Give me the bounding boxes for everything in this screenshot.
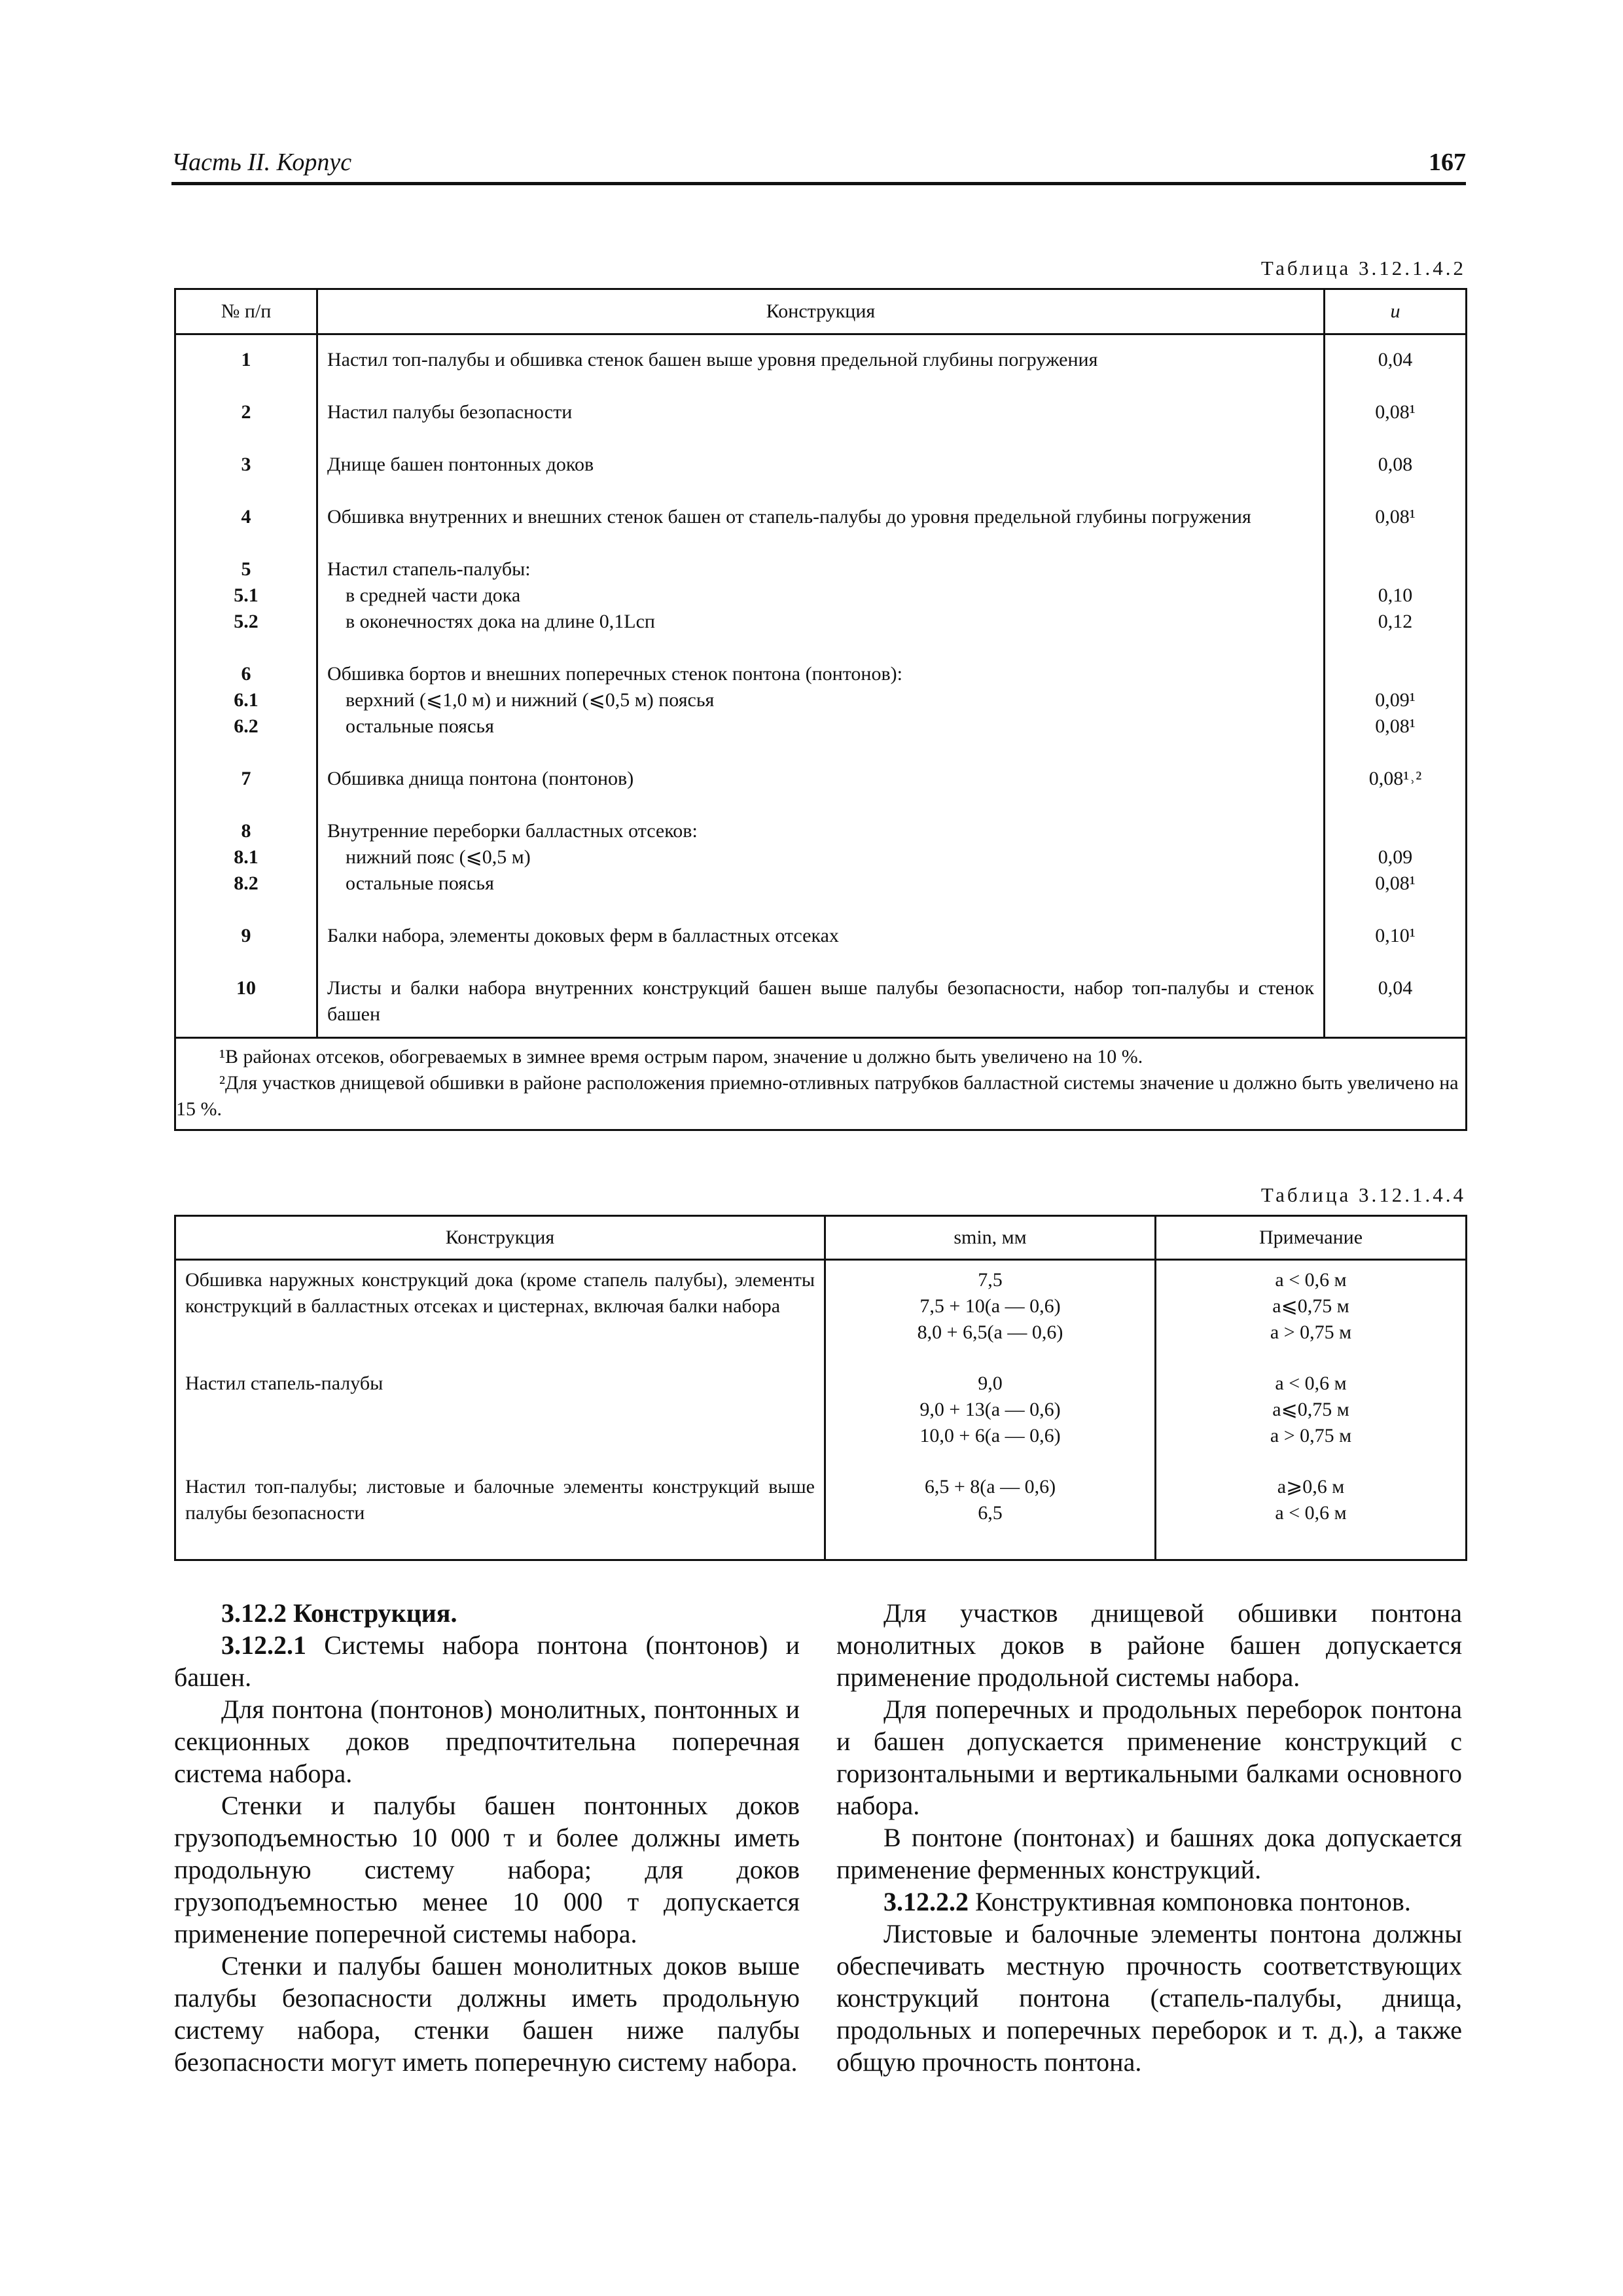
construction-text: остальные поясья: [346, 872, 494, 894]
u-value: 0,12: [1378, 611, 1413, 632]
u-value-cell: [1325, 635, 1467, 740]
table1-header-construction: Конструкция: [317, 289, 1325, 334]
u-value: [1334, 818, 1456, 844]
smin-value: 6,5: [978, 1502, 1003, 1524]
smin-value: 6,5 + 8(a — 0,6): [924, 1476, 1056, 1498]
table-row: [175, 373, 1467, 425]
paragraph-text: Стенки и палубы башен монолитных доков выше палубы безопасности должны иметь продольную систему набора, стенки башен ниже палубы безопасности могут иметь поперечную систему набора.: [174, 1951, 800, 2077]
construction-text: нижний пояс (⩽0,5 м): [346, 846, 531, 868]
row-number-cell: [175, 740, 317, 792]
construction-text: Внутренние переборки балластных отсеков:: [327, 820, 698, 842]
construction-text: Настил топ-палубы и обшивка стенок башен выше уровня предельной глубины погружения: [327, 349, 1098, 370]
construction-text: остальные поясья: [346, 715, 494, 737]
table-3-12-1-4-2: [174, 288, 1467, 1131]
spacer: [1166, 1449, 1456, 1474]
u-value: 0,10¹: [1375, 925, 1416, 946]
table2-header-row: [175, 1216, 1467, 1260]
row-number: 10: [236, 977, 256, 999]
paragraph-text: Для поперечных и продольных переборок понтона и башен допускается применение конструкций с горизонтальными и вертикальными балками основного набора.: [836, 1695, 1462, 1820]
u-value-cell: [1325, 949, 1467, 1038]
table2-smin-group: [835, 1371, 1145, 1449]
note-value: a⩽0,75 м: [1272, 1295, 1349, 1317]
construction-text: Обшивка бортов и внешних поперечных стенок понтона (понтонов):: [327, 663, 902, 685]
table2-smin-group: [835, 1267, 1145, 1346]
row-number: 5.2: [234, 611, 259, 632]
row-number-cell: [175, 949, 317, 1038]
row-number: 1: [241, 349, 251, 370]
table2-smin-group: [835, 1474, 1145, 1552]
construction-cell: [317, 478, 1325, 530]
table1-header-number: № п/п: [175, 289, 317, 334]
construction-text: Настил стапель-палубы:: [327, 558, 531, 580]
table2-header-note: Примечание: [1156, 1216, 1467, 1260]
table2-construction-cell: [175, 1260, 825, 1560]
row-number-cell: [175, 425, 317, 478]
construction-text: Балки набора, элементы доковых ферм в балластных отсеках: [327, 925, 839, 946]
row-number: 5: [241, 558, 251, 580]
construction-text: Обшивка внутренних и внешних стенок башен от стапель-палубы до уровня предельной глубины погружения: [327, 506, 1251, 528]
u-value: 0,04: [1378, 349, 1413, 370]
paragraph: [174, 1693, 800, 1789]
construction-cell: [317, 334, 1325, 374]
paragraph: [836, 1918, 1462, 2078]
table-row: [175, 740, 1467, 792]
table-row: [175, 949, 1467, 1038]
u-value: 0,09¹: [1375, 689, 1416, 711]
table-3-12-1-4-4: [174, 1215, 1467, 1561]
table1-notes-cell: [175, 1038, 1467, 1130]
section-number: 3.12.2.2: [883, 1887, 969, 1916]
construction-text: в средней части дока: [346, 584, 521, 606]
table2-note-group: [1166, 1371, 1456, 1449]
row-number-cell: [175, 478, 317, 530]
smin-value: 9,0: [978, 1372, 1003, 1394]
table-row: [175, 530, 1467, 635]
table2-header-smin: smin, мм: [825, 1216, 1156, 1260]
paragraph-text: Для участков днищевой обшивки понтона монолитных доков в районе башен допускается применение продольной системы набора.: [836, 1598, 1462, 1692]
table-row: [175, 792, 1467, 897]
row-number-cell: [175, 897, 317, 949]
row-number: 8.2: [234, 872, 259, 894]
u-value: 0,08¹: [1375, 401, 1416, 423]
u-value-cell: [1325, 334, 1467, 374]
table-row: [175, 334, 1467, 374]
u-value: 0,08¹˒²: [1368, 768, 1422, 789]
table2-note-group: [1166, 1267, 1456, 1346]
u-value: [1334, 556, 1456, 583]
section-number: 3.12.2.1: [221, 1630, 306, 1660]
row-number: 3: [241, 454, 251, 475]
table2-construction: Настил топ-палубы; листовые и балочные элементы конструкций выше палубы безопасности: [185, 1476, 815, 1524]
paragraph: [174, 1629, 800, 1693]
construction-cell: [317, 373, 1325, 425]
table1-header-u: u: [1325, 289, 1467, 334]
construction-cell: [317, 740, 1325, 792]
row-number-cell: [175, 792, 317, 897]
table2-caption: Таблица 3.12.1.4.4: [1260, 1183, 1466, 1206]
u-value-cell: [1325, 530, 1467, 635]
table1-notes: [175, 1038, 1467, 1130]
construction-text: Настил палубы безопасности: [327, 401, 573, 423]
u-value: 0,10: [1378, 584, 1413, 606]
paragraph-text: Конструктивная компоновка понтонов.: [969, 1887, 1411, 1916]
smin-value: 8,0 + 6,5(a — 0,6): [917, 1321, 1063, 1343]
table-row: [175, 635, 1467, 740]
paragraph-text: Листовые и балочные элементы понтона должны обеспечивать местную прочность соответствующих конструкций понтона (стапель-палубы, днища, продольных и поперечных переборок и т. д.), а также общую прочность понтона.: [836, 1919, 1462, 2077]
paragraph-text: Системы набора понтона (понтонов) и башен.: [174, 1630, 800, 1692]
part-title: Часть II. Корпус: [171, 149, 352, 176]
smin-value: 9,0 + 13(a — 0,6): [919, 1399, 1061, 1420]
paragraph: [836, 1821, 1462, 1886]
smin-value: 7,5 + 10(a — 0,6): [919, 1295, 1061, 1317]
note-value: a < 0,6 м: [1275, 1372, 1347, 1394]
note-value: a⩽0,75 м: [1272, 1399, 1349, 1420]
note-value: a < 0,6 м: [1275, 1269, 1347, 1291]
construction-cell: [317, 530, 1325, 635]
row-number: 8: [241, 820, 251, 842]
u-value: 0,08¹: [1375, 715, 1416, 737]
construction-text: Обшивка днища понтона (понтонов): [327, 768, 634, 789]
note-value: a > 0,75 м: [1270, 1425, 1352, 1446]
table1-header-row: [175, 289, 1467, 334]
paragraph-text: Стенки и палубы башен понтонных доков грузоподъемностью 10 000 т и более должны иметь продольную систему набора; для доков грузоподъемностью менее 10 000 т допускается применение поперечной системы набора.: [174, 1791, 800, 1948]
row-number: 2: [241, 401, 251, 423]
construction-cell: [317, 897, 1325, 949]
construction-cell: [317, 949, 1325, 1038]
construction-cell: [317, 635, 1325, 740]
row-number: 7: [241, 768, 251, 789]
row-number-cell: [175, 635, 317, 740]
table1-note-2: ²Для участков днищевой обшивки в районе расположения приемно-отливных патрубков балластной системы значение u должно быть увеличено на 15 %.: [176, 1072, 1459, 1120]
u-value-cell: [1325, 740, 1467, 792]
u-value: 0,08¹: [1375, 506, 1416, 528]
note-value: a⩾0,6 м: [1277, 1476, 1345, 1498]
smin-value: 10,0 + 6(a — 0,6): [919, 1425, 1061, 1446]
table2-header-construction: Конструкция: [175, 1216, 825, 1260]
text-column-left: [174, 1597, 800, 2078]
u-value-cell: [1325, 478, 1467, 530]
u-value-cell: [1325, 425, 1467, 478]
table-row: [175, 425, 1467, 478]
spacer: [1166, 1346, 1456, 1371]
paragraph: [836, 1597, 1462, 1693]
spacer: [185, 1346, 815, 1371]
u-value: 0,09: [1378, 846, 1413, 868]
u-value: 0,08: [1378, 454, 1413, 475]
row-number: 6.1: [234, 689, 259, 711]
table1-body: [175, 334, 1467, 1038]
table1-note-1: ¹В районах отсеков, обогреваемых в зимнее время острым паром, значение u должно быть увеличено на 10 %.: [219, 1046, 1143, 1067]
u-value: 0,04: [1378, 977, 1413, 999]
table-row: [175, 478, 1467, 530]
table2-construction: Настил стапель-палубы: [185, 1372, 383, 1394]
paragraph: [174, 1789, 800, 1950]
row-number: 6: [241, 663, 251, 685]
table2-note-group: [1166, 1474, 1456, 1552]
spacer: [835, 1449, 1145, 1474]
note-value: a > 0,75 м: [1270, 1321, 1352, 1343]
row-number: 9: [241, 925, 251, 946]
paragraph: [836, 1886, 1462, 1918]
table2-construction: Обшивка наружных конструкций дока (кроме стапель палубы), элементы конструкций в балластных отсеках и цистернах, включая балки набора: [185, 1269, 815, 1317]
construction-cell: [317, 425, 1325, 478]
table2-note-cell: [1156, 1260, 1467, 1560]
row-number-cell: [175, 334, 317, 374]
page-number: 167: [1429, 149, 1466, 176]
row-number-cell: [175, 373, 317, 425]
paragraph: [174, 1597, 800, 1629]
table2-body-row: [175, 1260, 1467, 1560]
paragraph: [174, 1950, 800, 2078]
row-number-cell: [175, 530, 317, 635]
note-value: a < 0,6 м: [1275, 1502, 1347, 1524]
smin-value: 7,5: [978, 1269, 1003, 1291]
row-number: 5.1: [234, 584, 259, 606]
paragraph-text: Для понтона (понтонов) монолитных, понтонных и секционных доков предпочтительна поперечная система набора.: [174, 1695, 800, 1788]
table1-caption: Таблица 3.12.1.4.2: [1260, 257, 1466, 279]
page-header: [171, 143, 1466, 185]
u-value: 0,08¹: [1375, 872, 1416, 894]
row-number: 4: [241, 506, 251, 528]
row-number: 8.1: [234, 846, 259, 868]
table2-smin-cell: [825, 1260, 1156, 1560]
construction-text: Листы и балки набора внутренних конструкций башен выше палубы безопасности, набор топ-палубы и стенок башен: [327, 977, 1314, 1025]
construction-text: верхний (⩽1,0 м) и нижний (⩽0,5 м) поясья: [346, 689, 715, 711]
construction-text: Днище башен понтонных доков: [327, 454, 594, 475]
row-number: 6.2: [234, 715, 259, 737]
section-number: 3.12.2 Конструкция.: [221, 1598, 457, 1628]
text-column-right: [836, 1597, 1462, 2078]
spacer: [835, 1346, 1145, 1371]
construction-text: в оконечностях дока на длине 0,1Lсп: [346, 611, 655, 632]
u-value-cell: [1325, 792, 1467, 897]
table-row: [175, 897, 1467, 949]
paragraph-text: В понтоне (понтонах) и башнях дока допускается применение ферменных конструкций.: [836, 1823, 1462, 1884]
u-value: [1334, 661, 1456, 687]
u-value-cell: [1325, 897, 1467, 949]
construction-cell: [317, 792, 1325, 897]
spacer: [185, 1449, 815, 1474]
u-value-cell: [1325, 373, 1467, 425]
paragraph: [836, 1693, 1462, 1821]
